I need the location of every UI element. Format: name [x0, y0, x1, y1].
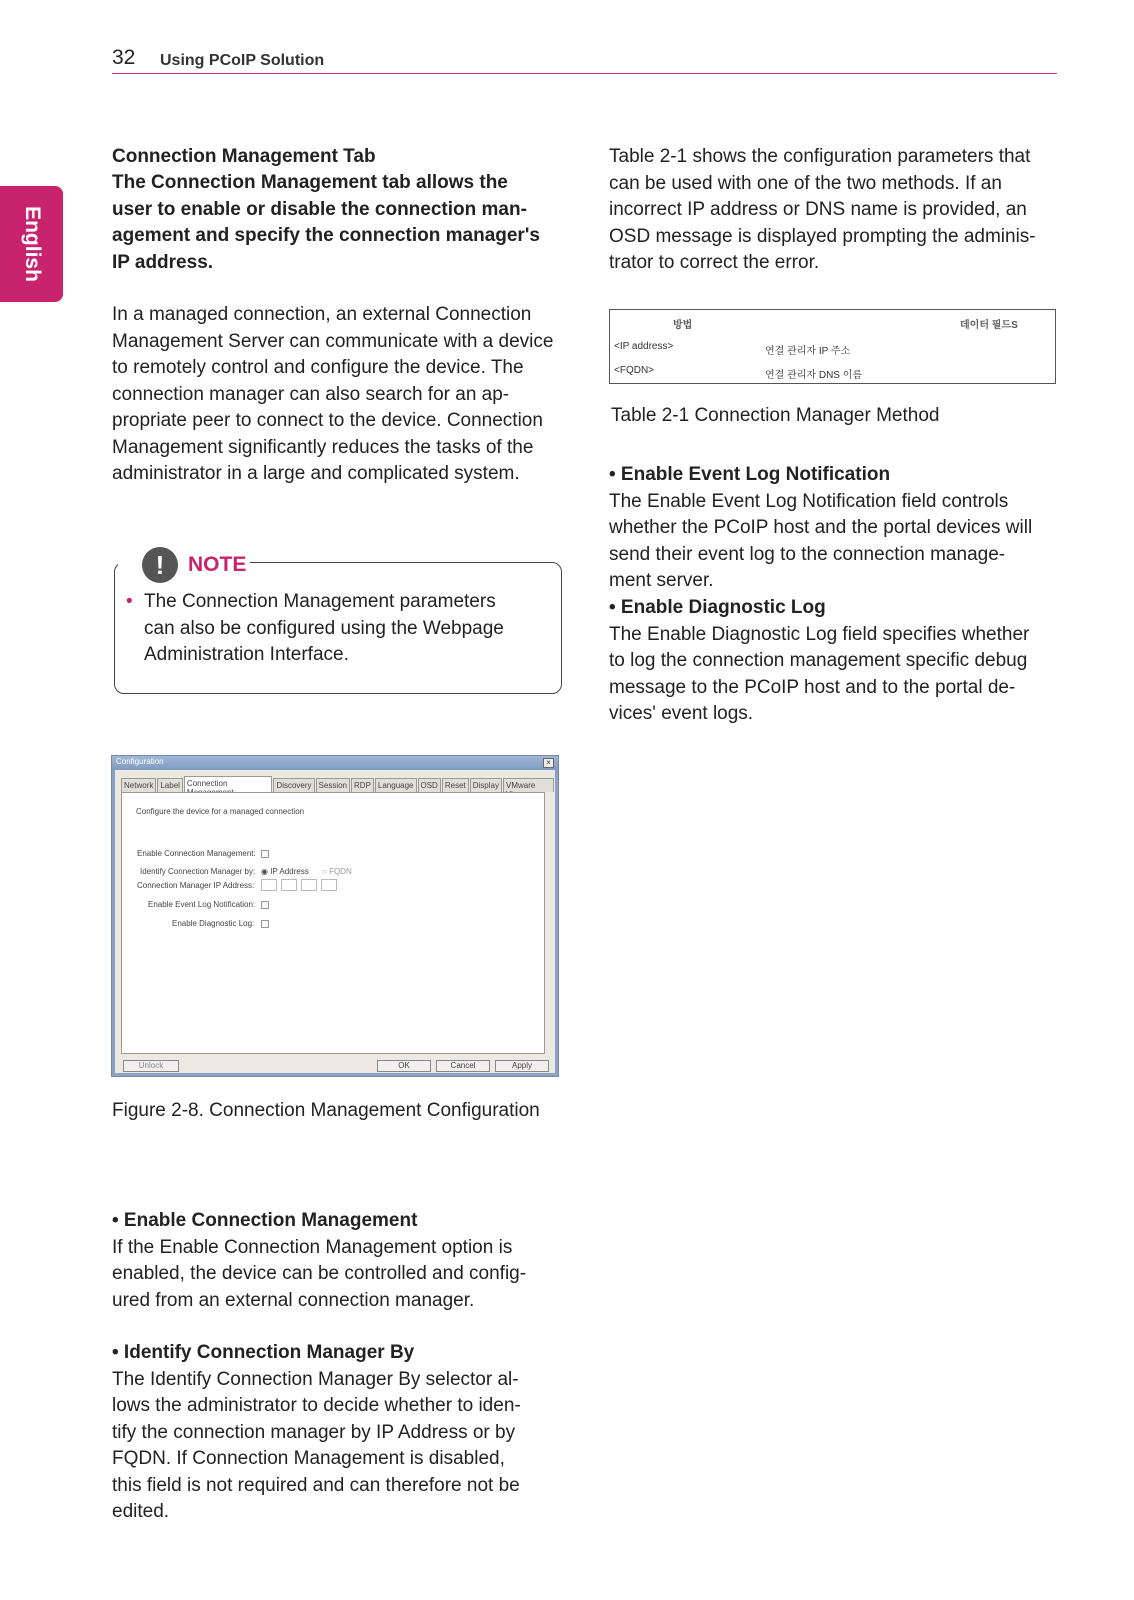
tab-label: Label	[157, 778, 183, 792]
cancel-button: Cancel	[436, 1060, 490, 1072]
text-line: tify the connection manager by IP Address or by	[112, 1421, 516, 1443]
tab-discovery: Discovery	[273, 778, 314, 792]
text-line: The Enable Diagnostic Log field specifies whether	[609, 623, 1030, 645]
tab-language: Language	[375, 778, 417, 792]
tab-vmware-view: VMware	[503, 778, 554, 792]
radio-fqdn: ○ FQDN	[322, 867, 352, 876]
enable-cm-section	[112, 1208, 562, 1314]
window-body	[115, 770, 555, 1073]
diagnostic-log-section	[609, 595, 1059, 728]
radio-ip-label: IP Address	[270, 867, 309, 876]
text-line: to log the connection management specific debug	[609, 650, 1028, 671]
text-line: IP address.	[112, 251, 214, 273]
page-number: 32	[112, 46, 136, 69]
text-line: vices' event logs.	[609, 703, 754, 724]
text-line: user to enable or disable the connection man-	[112, 198, 527, 220]
event-log-label: Enable Event Log Notification:	[148, 900, 256, 909]
event-log-checkbox	[261, 901, 269, 909]
figure-caption: Figure 2-8. Connection Management Configuration	[112, 1100, 540, 1121]
bullet-icon: •	[126, 591, 133, 612]
identify-cm-section	[112, 1340, 562, 1526]
tab-panel	[121, 792, 545, 1054]
intro-bold-paragraph	[112, 170, 562, 276]
table-cell: <FQDN>	[614, 365, 655, 376]
text-line: whether the PCoIP host and the portal devices will	[609, 517, 1033, 538]
configuration-window-screenshot	[111, 755, 559, 1077]
text-line: Table 2-1 shows the configuration parameters that	[609, 146, 1031, 167]
text-line: Management significantly reduces the tasks of the	[112, 436, 534, 458]
text-line: lows the administrator to decide whether to iden-	[112, 1395, 521, 1416]
language-side-tab	[0, 186, 63, 302]
text-line: to remotely control and configure the device. The	[112, 357, 524, 378]
tab-reset: Reset	[442, 778, 469, 792]
text-line: OSD message is displayed prompting the adminis-	[609, 225, 1036, 247]
note-header	[118, 546, 250, 584]
unlock-button: Unlock	[123, 1060, 179, 1072]
page-header	[112, 46, 1057, 74]
method-table	[609, 309, 1056, 384]
text-line: trator to correct the error.	[609, 252, 820, 273]
text-line: In a managed connection, an external Connection	[112, 304, 532, 325]
section-heading: Connection Management Tab	[112, 146, 376, 167]
text-line: ured from an external connection manager.	[112, 1289, 475, 1311]
text-line: ment server.	[609, 570, 714, 591]
tab-strip	[121, 778, 555, 792]
identify-by-label: Identify Connection Manager by:	[140, 867, 256, 876]
text-line: The Connection Management parameters	[144, 591, 496, 612]
table-header-method: 방법	[673, 320, 693, 331]
enable-cm-checkbox	[261, 850, 269, 858]
table-caption: Table 2-1 Connection Manager Method	[611, 405, 940, 426]
ip-octet-2	[281, 879, 297, 891]
note-text	[126, 589, 546, 669]
diag-log-label: Enable Diagnostic Log:	[172, 919, 255, 928]
text-line: propriate peer to connect to the device. Connection	[112, 410, 543, 431]
tab-rdp: RDP	[351, 778, 374, 792]
radio-ip-address: ◉ IP Address	[261, 867, 309, 876]
item-title: • Identify Connection Manager By	[112, 1342, 415, 1363]
table-cell: 연결 관리자 IP 주소	[765, 346, 851, 357]
exclamation-icon: !	[142, 547, 178, 583]
item-title: • Enable Event Log Notification	[609, 464, 891, 485]
enable-cm-label: Enable Connection Management:	[137, 849, 256, 858]
tab-osd: OSD	[418, 778, 441, 792]
tab-connection-management: Connection	[184, 776, 273, 792]
text-line: can be used with one of the two methods. If an	[609, 172, 1002, 194]
text-line: Management Server can communicate with a device	[112, 330, 554, 352]
text-line: The Identify Connection Manager By selector al-	[112, 1368, 519, 1390]
ip-octet-3	[301, 879, 317, 891]
tab-session: Session	[316, 778, 350, 792]
text-line: connection manager can also search for an ap-	[112, 383, 510, 405]
item-title: • Enable Connection Management	[112, 1210, 418, 1231]
text-line: enabled, the device can be controlled and config-	[112, 1263, 527, 1284]
text-line: Administration Interface.	[144, 644, 349, 665]
text-line: this field is not required and can therefore not be	[112, 1474, 520, 1496]
radio-fqdn-label: FQDN	[329, 867, 352, 876]
diag-log-checkbox	[261, 920, 269, 928]
ip-address-label: Connection Manager IP Address:	[137, 881, 255, 890]
table-header-data-field: 데이터 필드S	[960, 320, 1018, 331]
text-line: administrator in a large and complicated system.	[112, 463, 520, 484]
chapter-title: Using PCoIP Solution	[160, 52, 325, 69]
window-titlebar	[112, 756, 558, 770]
managed-connection-paragraph	[112, 302, 562, 488]
text-line: The Connection Management tab allows the	[112, 172, 508, 193]
ok-button: OK	[377, 1060, 431, 1072]
text-line: FQDN. If Connection Management is disabled,	[112, 1448, 505, 1469]
apply-button: Apply	[495, 1060, 549, 1072]
close-icon: ×	[543, 758, 554, 768]
item-title: • Enable Diagnostic Log	[609, 597, 826, 618]
panel-description: Configure the device for a managed connection	[136, 807, 305, 816]
text-line: message to the PCoIP host and to the portal de-	[609, 676, 1016, 698]
text-line: If the Enable Connection Management option is	[112, 1236, 513, 1258]
note-label: NOTE	[188, 553, 247, 576]
table-cell: 연결 관리자 DNS 이름	[765, 370, 863, 381]
text-line: send their event log to the connection manage-	[609, 543, 1006, 565]
ip-octet-4	[321, 879, 337, 891]
text-line: edited.	[112, 1501, 170, 1522]
event-log-section	[609, 462, 1059, 595]
text-line: agement and specify the connection manager's	[112, 225, 540, 246]
text-line: incorrect IP address or DNS name is provided, an	[609, 199, 1027, 220]
text-line: can also be configured using the Webpage	[144, 617, 504, 639]
window-title: Configuration	[116, 757, 164, 766]
table-cell: <IP address>	[614, 341, 674, 352]
tab-network: Network	[121, 778, 156, 792]
table-intro-paragraph	[609, 144, 1059, 277]
ip-octet-1	[261, 879, 277, 891]
text-line: The Enable Event Log Notification field controls	[609, 490, 1009, 512]
language-label: English	[20, 206, 44, 282]
tab-display: Display	[470, 778, 502, 792]
